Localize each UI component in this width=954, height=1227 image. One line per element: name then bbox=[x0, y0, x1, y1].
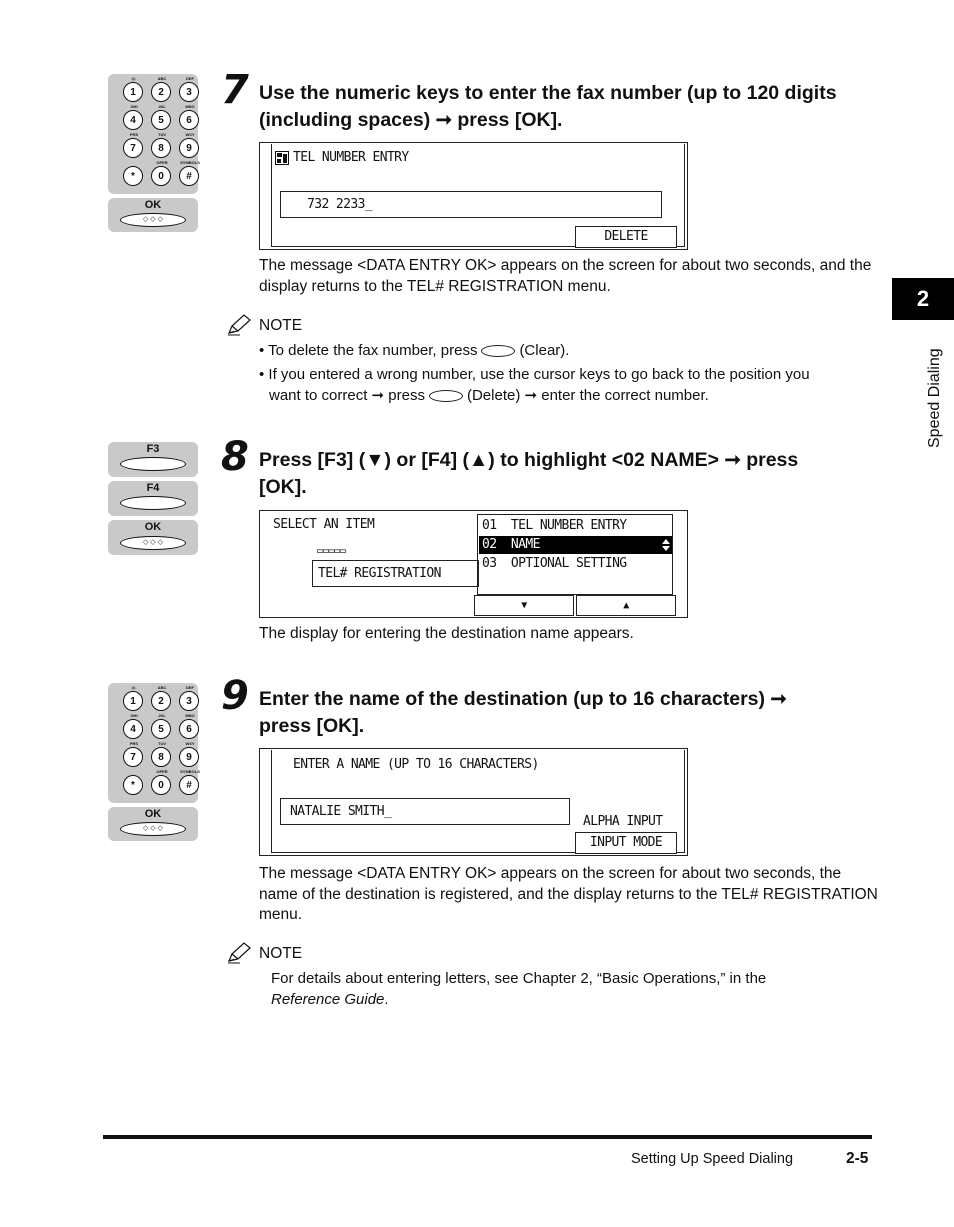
keypad-key: 5 bbox=[151, 719, 171, 739]
fax-number-value bbox=[307, 197, 372, 212]
numeric-keypad-illustration bbox=[108, 74, 198, 194]
keypad-key: 1 bbox=[123, 82, 143, 102]
keypad-letters: GHI bbox=[130, 104, 138, 109]
cursor: _ bbox=[364, 197, 373, 212]
note-text-main: For details about entering letters, see Chapter 2, “Basic Operations,” in the bbox=[271, 970, 767, 987]
chapter-side-label-text: Speed Dialing bbox=[926, 348, 943, 448]
step9-heading-line1: Enter the name of the destination (up to 16 characters) ➞ bbox=[259, 688, 787, 710]
list-item-01: 01 TEL NUMBER ENTRY bbox=[482, 518, 627, 533]
scroll-updown-icon bbox=[661, 537, 671, 553]
note-text-italic: Reference Guide bbox=[271, 991, 385, 1008]
f4-key-illustration bbox=[108, 481, 198, 516]
lcd-tel-number-entry bbox=[259, 142, 688, 250]
ok-key-label: OK bbox=[144, 808, 162, 820]
note-bullet-clear bbox=[259, 340, 869, 361]
ok-key-oval: ◇ ◇ ◇ bbox=[120, 536, 186, 550]
list-item-02: 02 NAME bbox=[482, 537, 540, 552]
chapter-tab: 2 bbox=[892, 278, 954, 320]
keypad-key: # bbox=[179, 166, 199, 186]
keypad-letters: PRS bbox=[129, 132, 139, 137]
keypad-letters: GHI bbox=[130, 713, 138, 718]
note-label: NOTE bbox=[259, 317, 303, 334]
keypad-key: 4 bbox=[123, 719, 143, 739]
keypad-key: 3 bbox=[179, 691, 199, 711]
keypad-key: 4 bbox=[123, 110, 143, 130]
keypad-letters: @. bbox=[131, 76, 137, 81]
bullet-text: • To delete the fax number, press bbox=[259, 342, 478, 359]
step-number-8: 8 bbox=[221, 434, 249, 480]
f3-key-illustration bbox=[108, 442, 198, 477]
keypad-key: 2 bbox=[151, 82, 171, 102]
keypad-letters: DEF bbox=[186, 76, 194, 81]
bullet-text-end: (Delete) ➞ enter the correct number. bbox=[466, 387, 709, 404]
step8-heading-line1: Press [F3] (▼) or [F4] (▲) to highlight <02 NAME> ➞ press bbox=[259, 449, 799, 471]
note-label: NOTE bbox=[259, 945, 303, 962]
keypad-letters: ABC bbox=[157, 685, 167, 690]
bullet-line-2 bbox=[259, 385, 869, 406]
lcd-enter-name bbox=[259, 748, 688, 856]
keypad-key: # bbox=[179, 775, 199, 795]
step9-description: The message <DATA ENTRY OK> appears on the screen for about two seconds, the name of the destination is registered, and the display returns to the TEL# REGISTRATION menu. bbox=[259, 865, 878, 923]
list-item-03: 03 OPTIONAL SETTING bbox=[482, 556, 627, 571]
step7-description: The message <DATA ENTRY OK> appears on the screen for about two seconds, and the display returns to the TEL# REGISTRATION menu. bbox=[259, 257, 872, 295]
delete-key-icon bbox=[429, 390, 463, 402]
numeric-keypad-illustration-2 bbox=[108, 683, 198, 803]
down-button: ▼ bbox=[474, 595, 574, 616]
input-mode-button: INPUT MODE bbox=[575, 832, 677, 854]
step7-heading-line2: (including spaces) ➞ press [OK]. bbox=[259, 109, 563, 131]
pencil-note-icon bbox=[226, 314, 252, 336]
lcd-title: ENTER A NAME (UP TO 16 CHARACTERS) bbox=[293, 757, 539, 772]
footer-rule bbox=[103, 1135, 872, 1139]
step8-description: The display for entering the destination name appears. bbox=[259, 625, 634, 642]
name-text: NATALIE SMITH bbox=[290, 804, 384, 819]
pencil-note-icon bbox=[226, 942, 252, 964]
footer-section-title: Setting Up Speed Dialing bbox=[631, 1151, 794, 1167]
keypad-letters: OPER bbox=[156, 769, 168, 774]
step-number-9: 9 bbox=[221, 673, 249, 719]
keypad-letters: JKL bbox=[158, 104, 166, 109]
keypad-key: 8 bbox=[151, 747, 171, 767]
keypad-key: 8 bbox=[151, 138, 171, 158]
keypad-letters: SYMBOLS bbox=[180, 769, 200, 774]
note-text bbox=[271, 968, 871, 1010]
fax-number-text: 732 2233 bbox=[307, 197, 365, 212]
bullet-text: want to correct ➞ press bbox=[269, 387, 425, 404]
progress-dots: ▭▭▭▭▭ bbox=[317, 544, 346, 557]
footer-page-number: 2-5 bbox=[846, 1150, 869, 1167]
ok-key-label: OK bbox=[144, 199, 162, 211]
keypad-letters: OPER bbox=[156, 160, 168, 165]
keypad-key: 3 bbox=[179, 82, 199, 102]
step8-heading bbox=[259, 447, 879, 501]
keypad-key: 6 bbox=[179, 110, 199, 130]
ok-key-illustration-3 bbox=[108, 807, 198, 841]
fax-entry-icon bbox=[275, 151, 289, 165]
note-bullet-correct bbox=[259, 364, 869, 406]
note-text-end: . bbox=[384, 991, 389, 1008]
keypad-letters: ABC bbox=[157, 76, 167, 81]
f3-key-oval bbox=[120, 457, 186, 471]
step7-heading bbox=[259, 80, 879, 134]
ok-key-illustration bbox=[108, 198, 198, 232]
keypad-letters: PRS bbox=[129, 741, 139, 746]
f4-key-oval bbox=[120, 496, 186, 510]
keypad-letters: JKL bbox=[158, 713, 166, 718]
bullet-line: • If you entered a wrong number, use the cursor keys to go back to the position you bbox=[259, 366, 810, 383]
step9-heading-line2: press [OK]. bbox=[259, 715, 365, 737]
keypad-key: 2 bbox=[151, 691, 171, 711]
lcd-title: TEL NUMBER ENTRY bbox=[293, 150, 409, 165]
f4-key-label: F4 bbox=[146, 482, 160, 494]
ok-key-label: OK bbox=[144, 521, 162, 533]
step9-heading bbox=[259, 686, 879, 740]
up-button: ▲ bbox=[576, 595, 676, 616]
clear-key-icon bbox=[481, 345, 515, 357]
f3-key-label: F3 bbox=[146, 443, 160, 455]
keypad-key: 6 bbox=[179, 719, 199, 739]
ok-key-oval: ◇ ◇ ◇ bbox=[120, 822, 186, 836]
keypad-letters: WXY bbox=[185, 132, 195, 137]
ok-key-illustration-2 bbox=[108, 520, 198, 555]
keypad-key: 0 bbox=[151, 166, 171, 186]
input-mode-status: ALPHA INPUT bbox=[583, 814, 663, 829]
keypad-key: 1 bbox=[123, 691, 143, 711]
current-menu-text: TEL# REGISTRATION bbox=[318, 566, 441, 581]
keypad-key: * bbox=[123, 166, 143, 186]
ok-key-oval: ◇ ◇ ◇ bbox=[120, 213, 186, 227]
keypad-key: 7 bbox=[123, 138, 143, 158]
cursor: _ bbox=[383, 804, 392, 819]
lcd-title: SELECT AN ITEM bbox=[273, 517, 375, 532]
keypad-letters: SYMBOLS bbox=[180, 160, 200, 165]
keypad-letters: TUV bbox=[158, 741, 166, 746]
keypad-letters: @. bbox=[131, 685, 137, 690]
keypad-key: * bbox=[123, 775, 143, 795]
chapter-side-label bbox=[900, 330, 943, 470]
step8-heading-line2: [OK]. bbox=[259, 476, 307, 498]
keypad-key: 0 bbox=[151, 775, 171, 795]
step-number-7: 7 bbox=[221, 67, 249, 113]
keypad-letters: WXY bbox=[185, 741, 195, 746]
keypad-letters: MNO bbox=[185, 713, 195, 718]
keypad-letters: DEF bbox=[186, 685, 194, 690]
keypad-key: 9 bbox=[179, 747, 199, 767]
lcd-select-item bbox=[259, 510, 688, 618]
delete-button: DELETE bbox=[575, 226, 677, 248]
step7-heading-line1: Use the numeric keys to enter the fax number (up to 120 digits bbox=[259, 82, 837, 104]
bullet-text-end: (Clear). bbox=[519, 342, 570, 359]
name-value bbox=[290, 804, 391, 819]
keypad-letters: MNO bbox=[185, 104, 195, 109]
keypad-letters: TUV bbox=[158, 132, 166, 137]
keypad-key: 7 bbox=[123, 747, 143, 767]
keypad-key: 5 bbox=[151, 110, 171, 130]
keypad-key: 9 bbox=[179, 138, 199, 158]
